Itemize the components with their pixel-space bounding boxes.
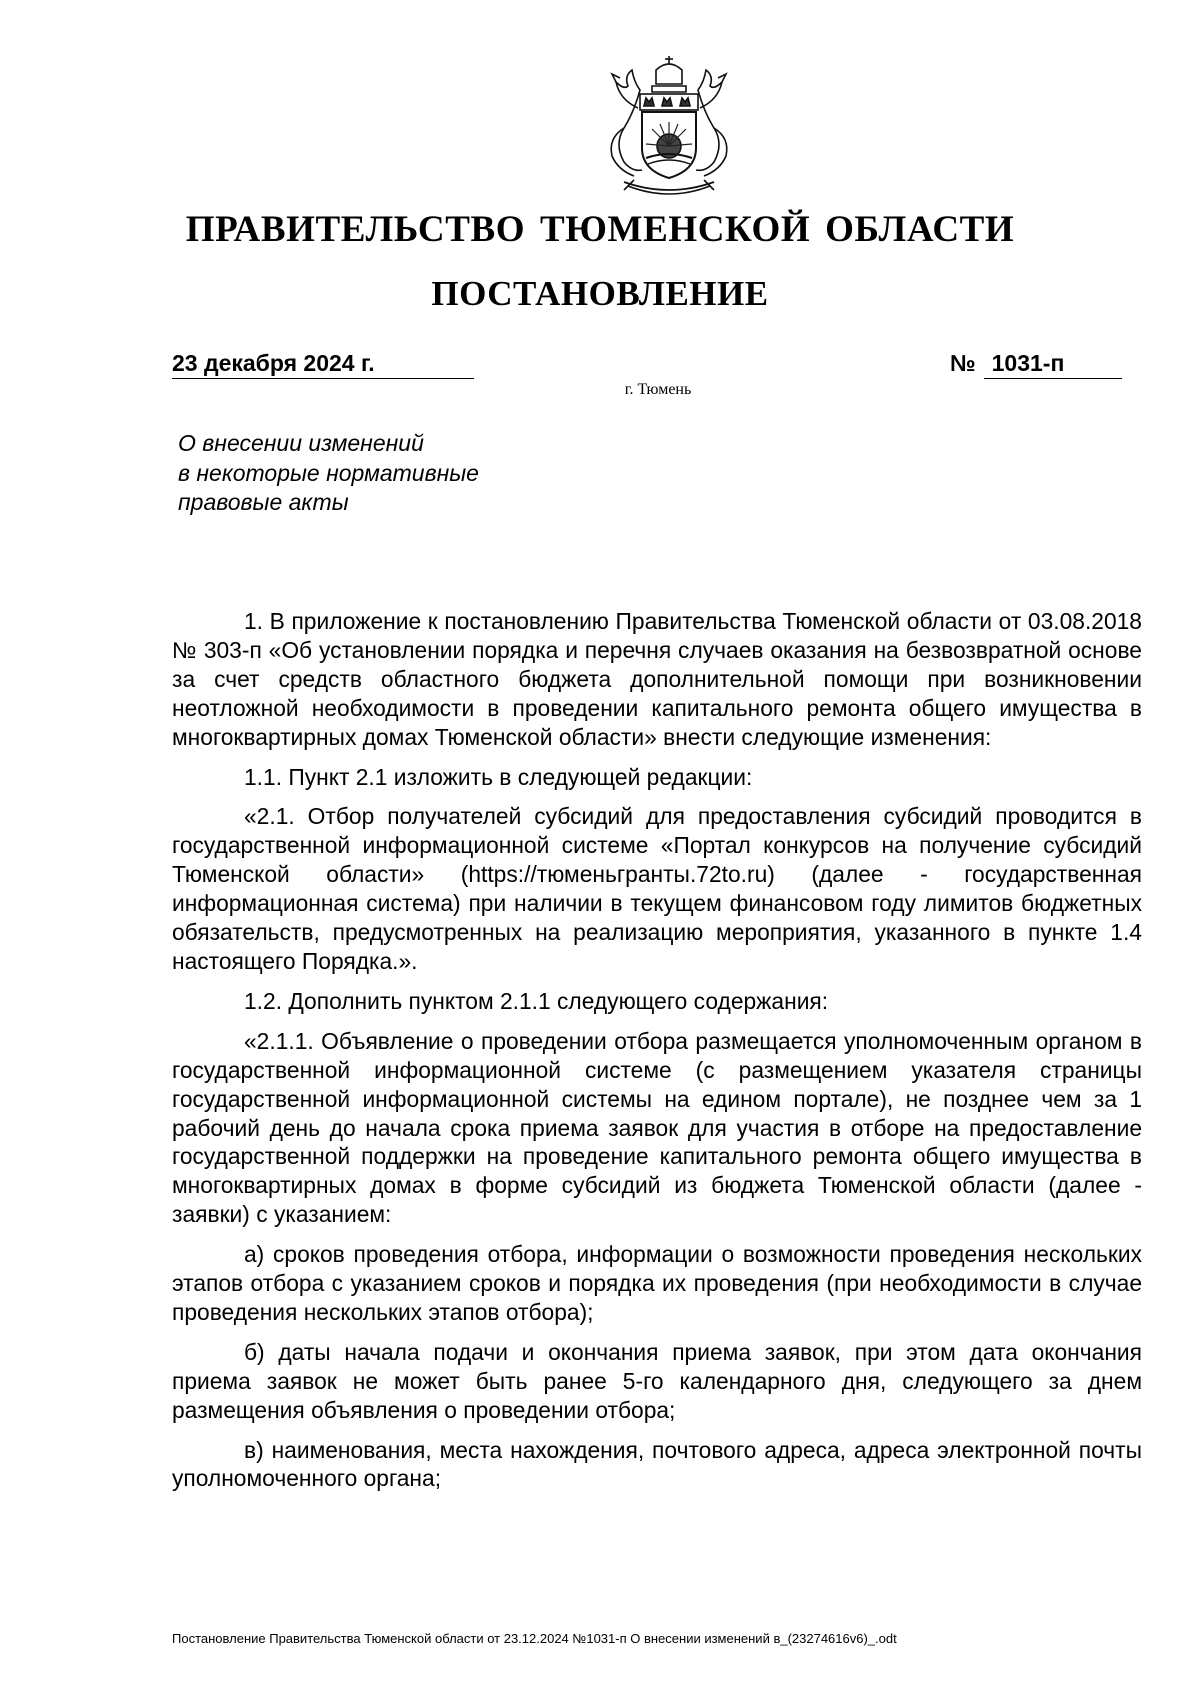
document-subject bbox=[178, 429, 598, 518]
page-footer: Постановление Правительства Тюменской области от 23.12.2024 №1031-п О внесении изменений в_(23274616v6)_.odt bbox=[172, 1631, 897, 1646]
body-paragraph: 1.1. Пункт 2.1 изложить в следующей редакции: bbox=[244, 763, 753, 790]
tyumen-coat-of-arms-icon bbox=[594, 52, 744, 200]
city-name: г. Тюмень bbox=[624, 381, 692, 398]
government-title: ПРАВИТЕЛЬСТВО ТЮМЕНСКОЙ ОБЛАСТИ bbox=[185, 209, 1015, 250]
subject-line: в некоторые нормативные bbox=[178, 459, 479, 486]
document-type-title: ПОСТАНОВЛЕНИЕ bbox=[431, 274, 769, 313]
subject-line: О внесении изменений bbox=[178, 430, 424, 456]
subject-line: правовые акты bbox=[178, 489, 349, 515]
body-paragraph: 1.2. Дополнить пунктом 2.1.1 следующего содержания: bbox=[244, 987, 829, 1014]
document-number: 1031-п bbox=[984, 349, 1122, 379]
body-paragraph: а) сроков проведения отбора, информации о возможности проведения нескольких этапов отбора с указанием сроков и порядка их проведения (при необходимости в случае проведения нескольких этапов отбора); bbox=[172, 1241, 1142, 1325]
document-date: 23 декабря 2024 г. bbox=[172, 349, 474, 379]
body-paragraph: в) наименования, места нахождения, почтового адреса, адреса электронной почты уполномоченного органа; bbox=[172, 1436, 1142, 1492]
document-body bbox=[172, 607, 1142, 1504]
body-paragraph: 1. В приложение к постановлению Правительства Тюменской области от 03.08.2018 № 303-п «Об установлении порядка и перечня случаев оказания на безвозвратной основе за счет средств областного бюджета дополнительной помощи при возникновении неотложной необходимости в проведении капитального ремонта общего имущества в многоквартирных домах Тюменской области» внести следующие изменения: bbox=[172, 608, 1142, 750]
body-paragraph: б) даты начала подачи и окончания приема заявок, при этом дата окончания приема заявок не может быть ранее 5-го календарного дня, следующего за днем размещения объявления о проведении отбора; bbox=[172, 1338, 1142, 1423]
body-paragraph: «2.1.1. Объявление о проведении отбора размещается уполномоченным органом в государственной информационной системе (с размещением указателя страницы государственной информационной системы на едином портале), не позднее чем за 1 рабочий день до начала срока приема заявок для участия в отборе на предоставление государственной поддержки на проведение капитального ремонта общего имущества в многоквартирных домах в форме субсидий из бюджета Тюменской области (далее - заявки) с указанием: bbox=[172, 1027, 1142, 1228]
document-number-block bbox=[950, 349, 1122, 379]
number-sign: № bbox=[950, 350, 976, 376]
body-paragraph: «2.1. Отбор получателей субсидий для предоставления субсидий проводится в государственной информационной системе «Портал конкурсов на получение субсидий Тюменской области» (https://тюменьгранты.72to.ru) (далее - государственная информационная система) при наличии в текущем финансовом году лимитов бюджетных обязательств, предусмотренных на реализацию мероприятия, указанного в пункте 1.4 настоящего Порядка.». bbox=[172, 803, 1142, 974]
